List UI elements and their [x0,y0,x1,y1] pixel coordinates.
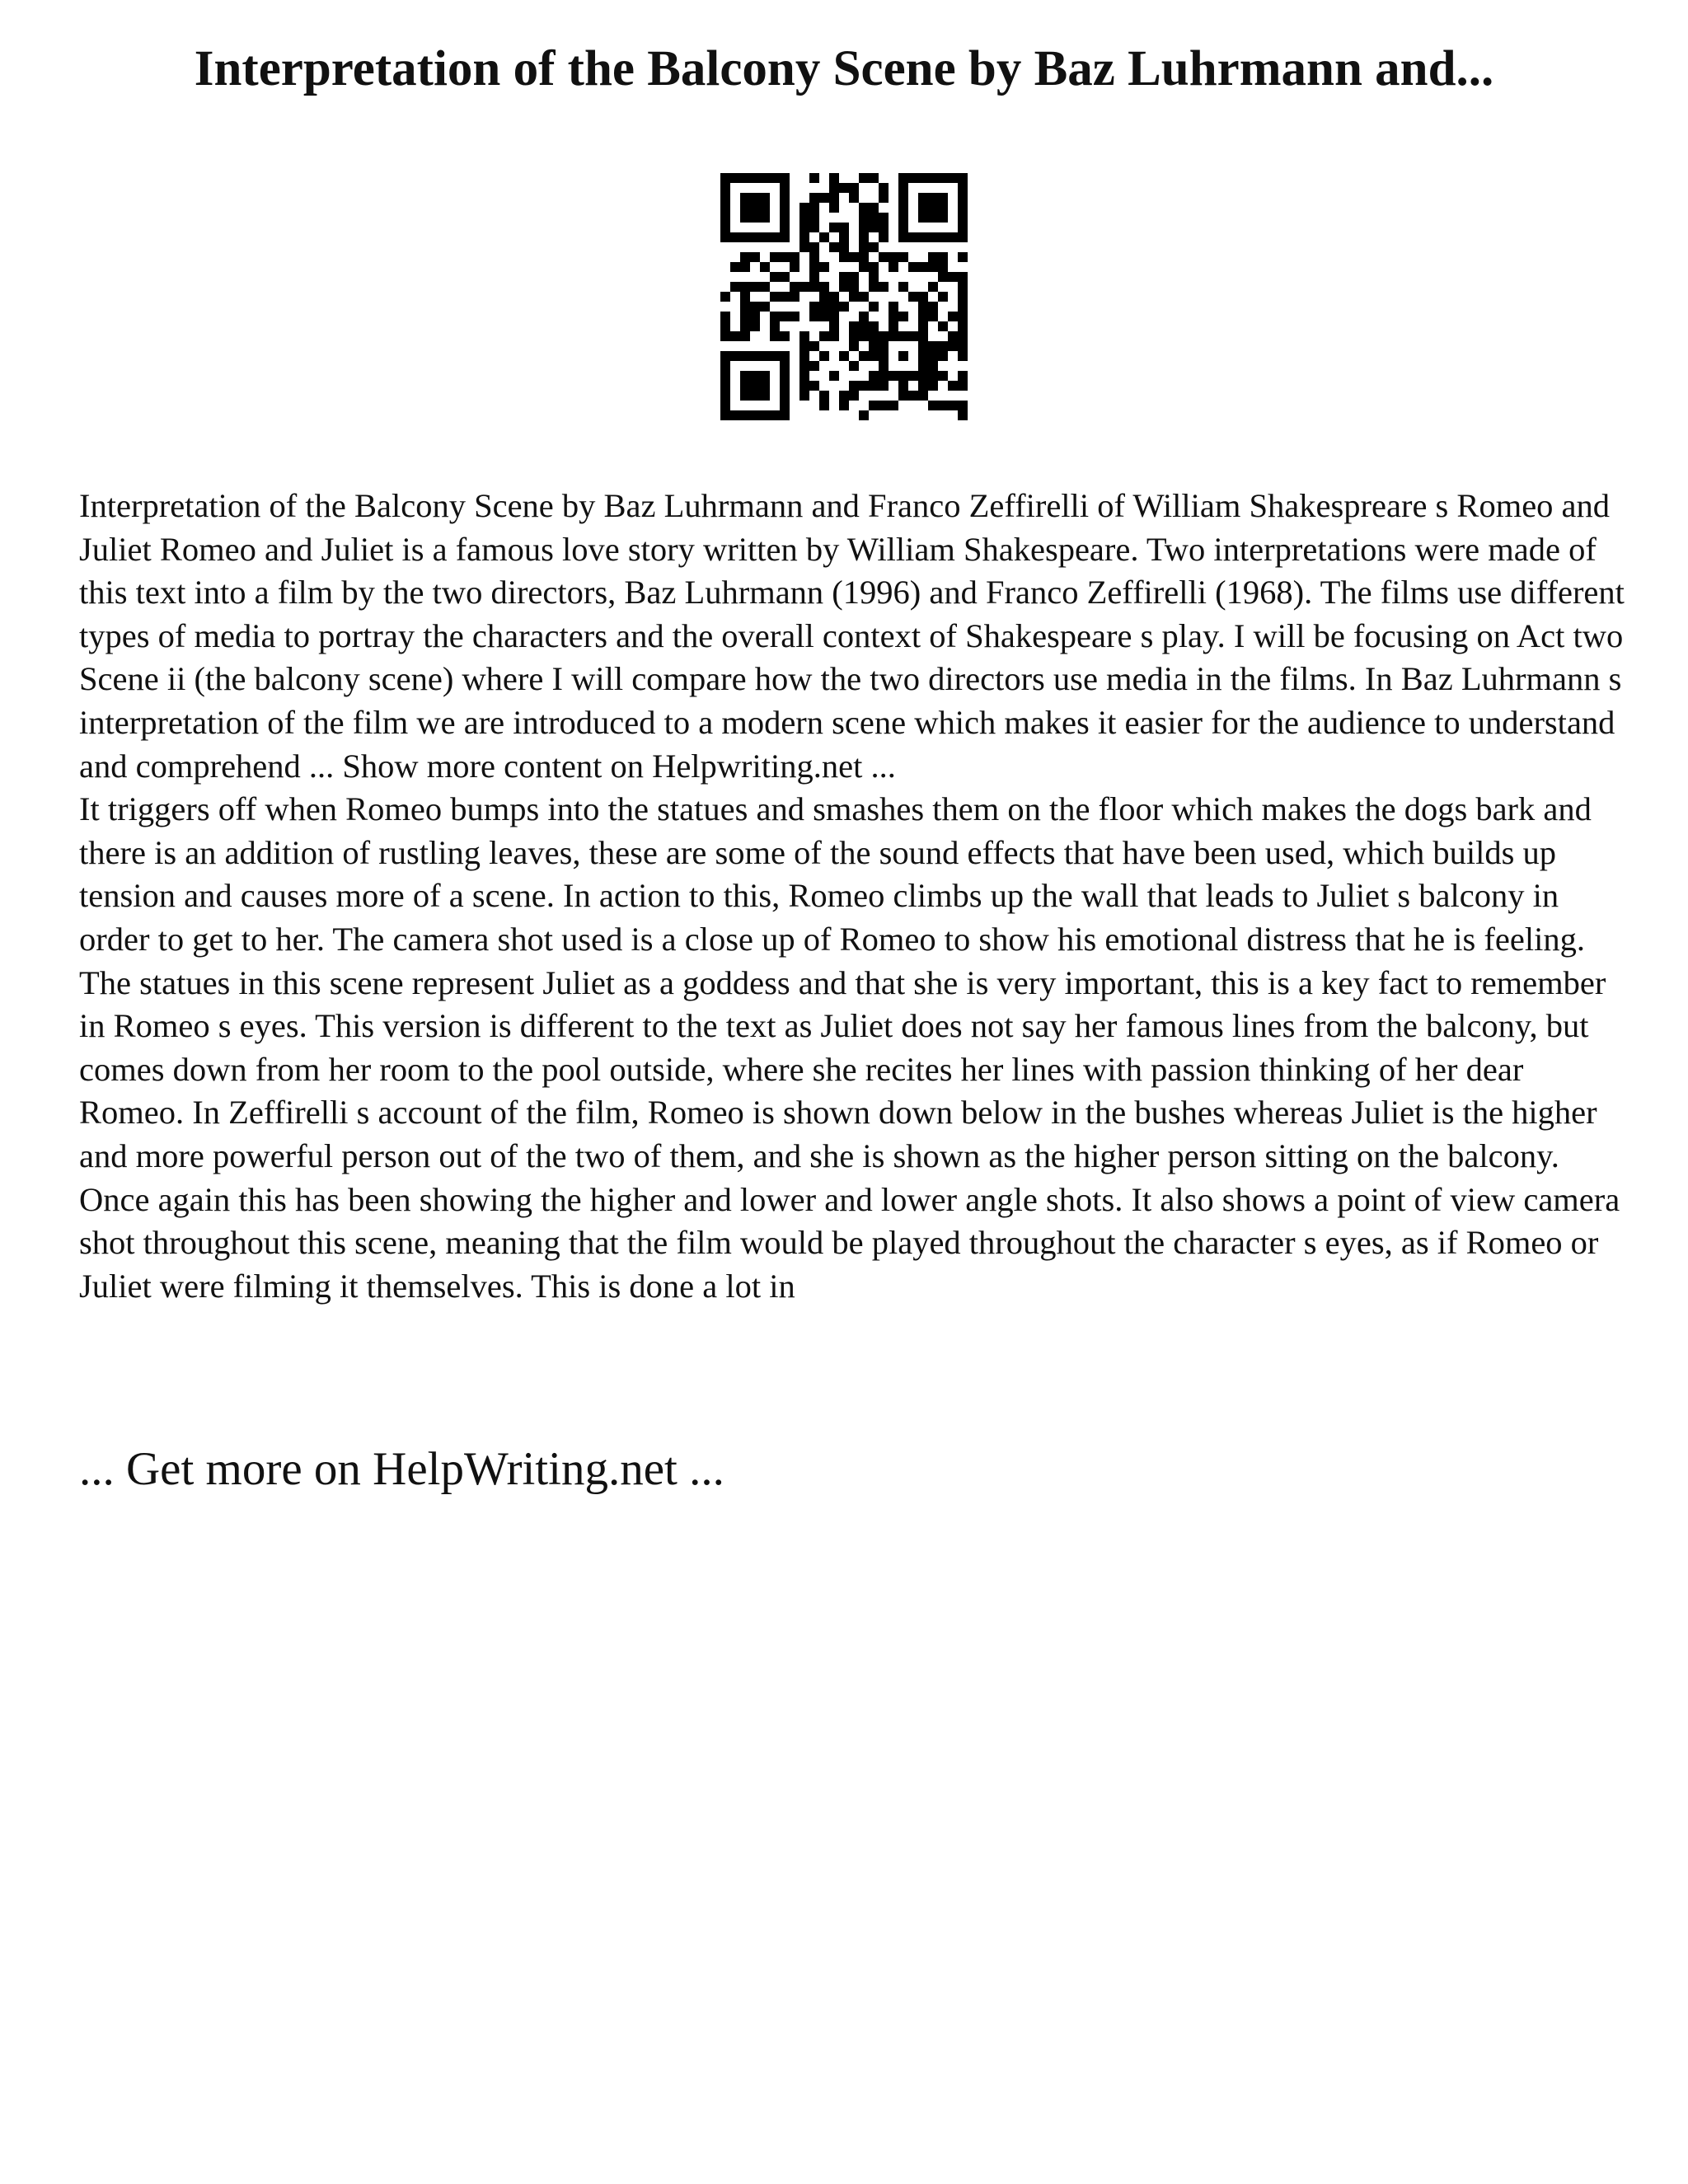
article-body [79,485,1629,1308]
qr-code-icon[interactable] [720,173,968,420]
article-paragraph-2: It triggers off when Romeo bumps into the statues and smashes them on the floor which makes the dogs bark and there is an addition of rustling leaves, these are some of the sound effects that have been used, which builds up tension and causes more of a scene. In action to this, Romeo climbs up the wall that leads to Juliet s balcony in order to get to her. The camera shot used is a close up of Romeo to show his emotional distress that he is feeling. The statues in this scene represent Juliet as a goddess and that she is very important, this is a key fact to remember in Romeo s eyes. This version is different to the text as Juliet does not say her famous lines from the balcony, but comes down from her room to the pool outside, where she recites her lines with passion thinking of her dear Romeo. In Zeffirelli s account of the film, Romeo is shown down below in the bushes whereas Juliet is the higher and more powerful person out of the two of them, and she is shown as the higher person sitting on the balcony. Once again this has been showing the higher and lower and lower angle shots. It also shows a point of view camera shot throughout this scene, meaning that the film would be played throughout the character s eyes, as if Romeo or Juliet were filming it themselves. This is done a lot in [79,790,1620,1305]
page-title: Interpretation of the Balcony Scene by Baz Luhrmann and... [194,41,1494,96]
article-paragraph-1: Interpretation of the Balcony Scene by Baz Luhrmann and Franco Zeffirelli of William Shakespreare s Romeo and Juliet Romeo and Juliet is a famous love story written by William Shakespeare. Two interpretations were made of this text into a film by the two directors, Baz Luhrmann (1996) and Franco Zeffirelli (1968). The films use different types of media to portray the characters and the overall context of Shakespeare s play. I will be focusing on Act two Scene ii (the balcony scene) where I will compare how the two directors use media in the films. In Baz Luhrmann s interpretation of the film we are introduced to a modern scene which makes it easier for the audience to understand and comprehend ... Show more content on Helpwriting.net ... [79,487,1625,785]
get-more-link[interactable]: ... Get more on HelpWriting.net ... [79,1443,724,1495]
